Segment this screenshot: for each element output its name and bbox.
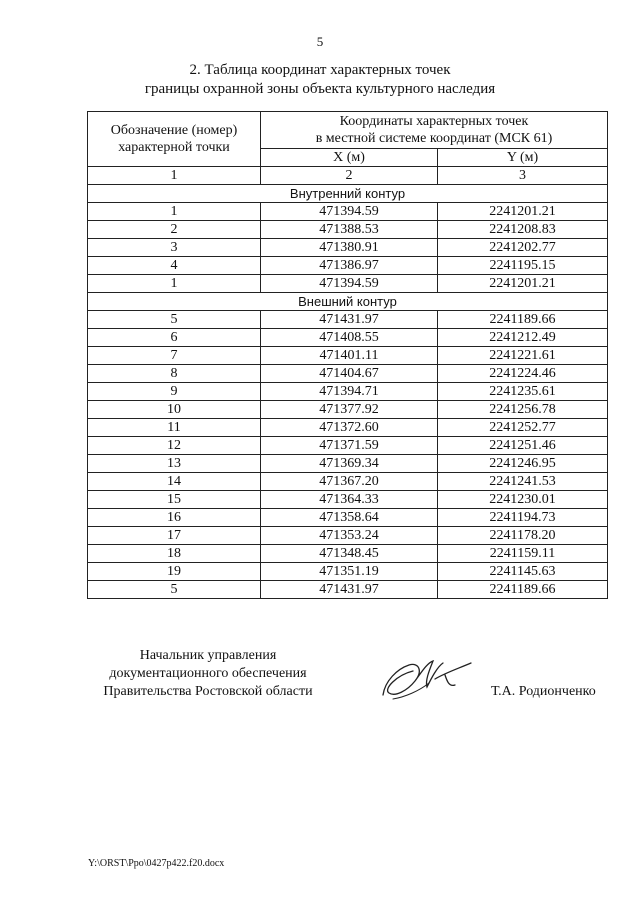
header-y: Y (м) [438,149,608,167]
point-number-cell: 16 [88,509,261,527]
x-coordinate-cell: 471348.45 [261,545,438,563]
point-number-cell: 5 [88,311,261,329]
table-title [0,61,640,99]
point-number-cell: 4 [88,257,261,275]
point-number-cell: 10 [88,401,261,419]
header-coords-line-2: в местной системе координат (МСК 61) [315,131,553,146]
table-row [88,311,608,329]
page-number: 5 [316,34,324,49]
table-row [88,455,608,473]
y-coordinate-cell: 2241195.15 [438,257,608,275]
x-coordinate-cell: 471369.34 [261,455,438,473]
signature-block [88,647,328,701]
point-number-cell: 15 [88,491,261,509]
point-number-cell: 18 [88,545,261,563]
header-point: Обозначение (номер) характерной точки [88,112,261,167]
x-coordinate-cell: 471394.71 [261,383,438,401]
y-coordinate-cell: 2241224.46 [438,365,608,383]
signer-position-line-1: Начальник управления [139,648,277,663]
x-coordinate-cell: 471351.19 [261,563,438,581]
y-coordinate-cell: 2241178.20 [438,527,608,545]
x-coordinate-cell: 471394.59 [261,203,438,221]
table-row [88,239,608,257]
x-coordinate-cell: 471364.33 [261,491,438,509]
y-coordinate-cell: 2241230.01 [438,491,608,509]
y-coordinate-cell: 2241145.63 [438,563,608,581]
x-coordinate-cell: 471431.97 [261,311,438,329]
header-coords-line-1: Координаты характерных точек [339,114,529,129]
contour-label-row [88,293,608,311]
y-coordinate-cell: 2241208.83 [438,221,608,239]
table-row [88,419,608,437]
file-path: Y:\ORST\Ppo\0427p422.f20.docx [88,858,225,869]
contour-label: Внешний контур [88,293,608,311]
x-coordinate-cell: 471431.97 [261,581,438,599]
x-coordinate-cell: 471372.60 [261,419,438,437]
table-row [88,545,608,563]
x-coordinate-cell: 471388.53 [261,221,438,239]
point-number-cell: 13 [88,455,261,473]
signer-position-line-3: Правительства Ростовской области [103,684,313,699]
x-coordinate-cell: 471404.67 [261,365,438,383]
index-cell: 2 [261,167,438,185]
coordinates-table [87,111,608,599]
y-coordinate-cell: 2241256.78 [438,401,608,419]
point-number-cell: 8 [88,365,261,383]
point-number-cell: 3 [88,239,261,257]
header-coords [261,112,608,149]
y-coordinate-cell: 2241221.61 [438,347,608,365]
table-row [88,491,608,509]
handwritten-signature [375,651,485,706]
table-row [88,221,608,239]
point-number-cell: 19 [88,563,261,581]
index-cell: 1 [88,167,261,185]
table-row [88,365,608,383]
title-line-2: границы охранной зоны объекта культурного наследия [144,81,496,97]
x-coordinate-cell: 471401.11 [261,347,438,365]
y-coordinate-cell: 2241246.95 [438,455,608,473]
y-coordinate-cell: 2241189.66 [438,581,608,599]
contour-label: Внутренний контур [88,185,608,203]
point-number-cell: 1 [88,275,261,293]
y-coordinate-cell: 2241235.61 [438,383,608,401]
header-x: X (м) [261,149,438,167]
index-row [88,167,608,185]
y-coordinate-cell: 2241159.11 [438,545,608,563]
x-coordinate-cell: 471394.59 [261,275,438,293]
table-row [88,203,608,221]
point-number-cell: 9 [88,383,261,401]
table-row [88,329,608,347]
table-row [88,275,608,293]
x-coordinate-cell: 471367.20 [261,473,438,491]
signer-name: Т.А. Родионченко [491,684,596,699]
x-coordinate-cell: 471353.24 [261,527,438,545]
point-number-cell: 12 [88,437,261,455]
y-coordinate-cell: 2241194.73 [438,509,608,527]
point-number-cell: 14 [88,473,261,491]
table-row [88,347,608,365]
x-coordinate-cell: 471408.55 [261,329,438,347]
x-coordinate-cell: 471386.97 [261,257,438,275]
index-cell: 3 [438,167,608,185]
title-line-1: 2. Таблица координат характерных точек [189,62,451,78]
table-row [88,401,608,419]
contour-label-row [88,185,608,203]
x-coordinate-cell: 471380.91 [261,239,438,257]
table-row [88,473,608,491]
point-number-cell: 1 [88,203,261,221]
y-coordinate-cell: 2241212.49 [438,329,608,347]
table-row [88,257,608,275]
x-coordinate-cell: 471358.64 [261,509,438,527]
point-number-cell: 2 [88,221,261,239]
y-coordinate-cell: 2241202.77 [438,239,608,257]
table-row [88,563,608,581]
point-number-cell: 7 [88,347,261,365]
y-coordinate-cell: 2241251.46 [438,437,608,455]
x-coordinate-cell: 471371.59 [261,437,438,455]
y-coordinate-cell: 2241201.21 [438,203,608,221]
y-coordinate-cell: 2241252.77 [438,419,608,437]
point-number-cell: 6 [88,329,261,347]
point-number-cell: 5 [88,581,261,599]
table-row [88,581,608,599]
y-coordinate-cell: 2241189.66 [438,311,608,329]
x-coordinate-cell: 471377.92 [261,401,438,419]
table-row [88,527,608,545]
y-coordinate-cell: 2241201.21 [438,275,608,293]
table-row [88,509,608,527]
point-number-cell: 11 [88,419,261,437]
table-row [88,383,608,401]
table-row [88,437,608,455]
y-coordinate-cell: 2241241.53 [438,473,608,491]
point-number-cell: 17 [88,527,261,545]
signer-position-line-2: документационного обеспечения [109,666,307,681]
